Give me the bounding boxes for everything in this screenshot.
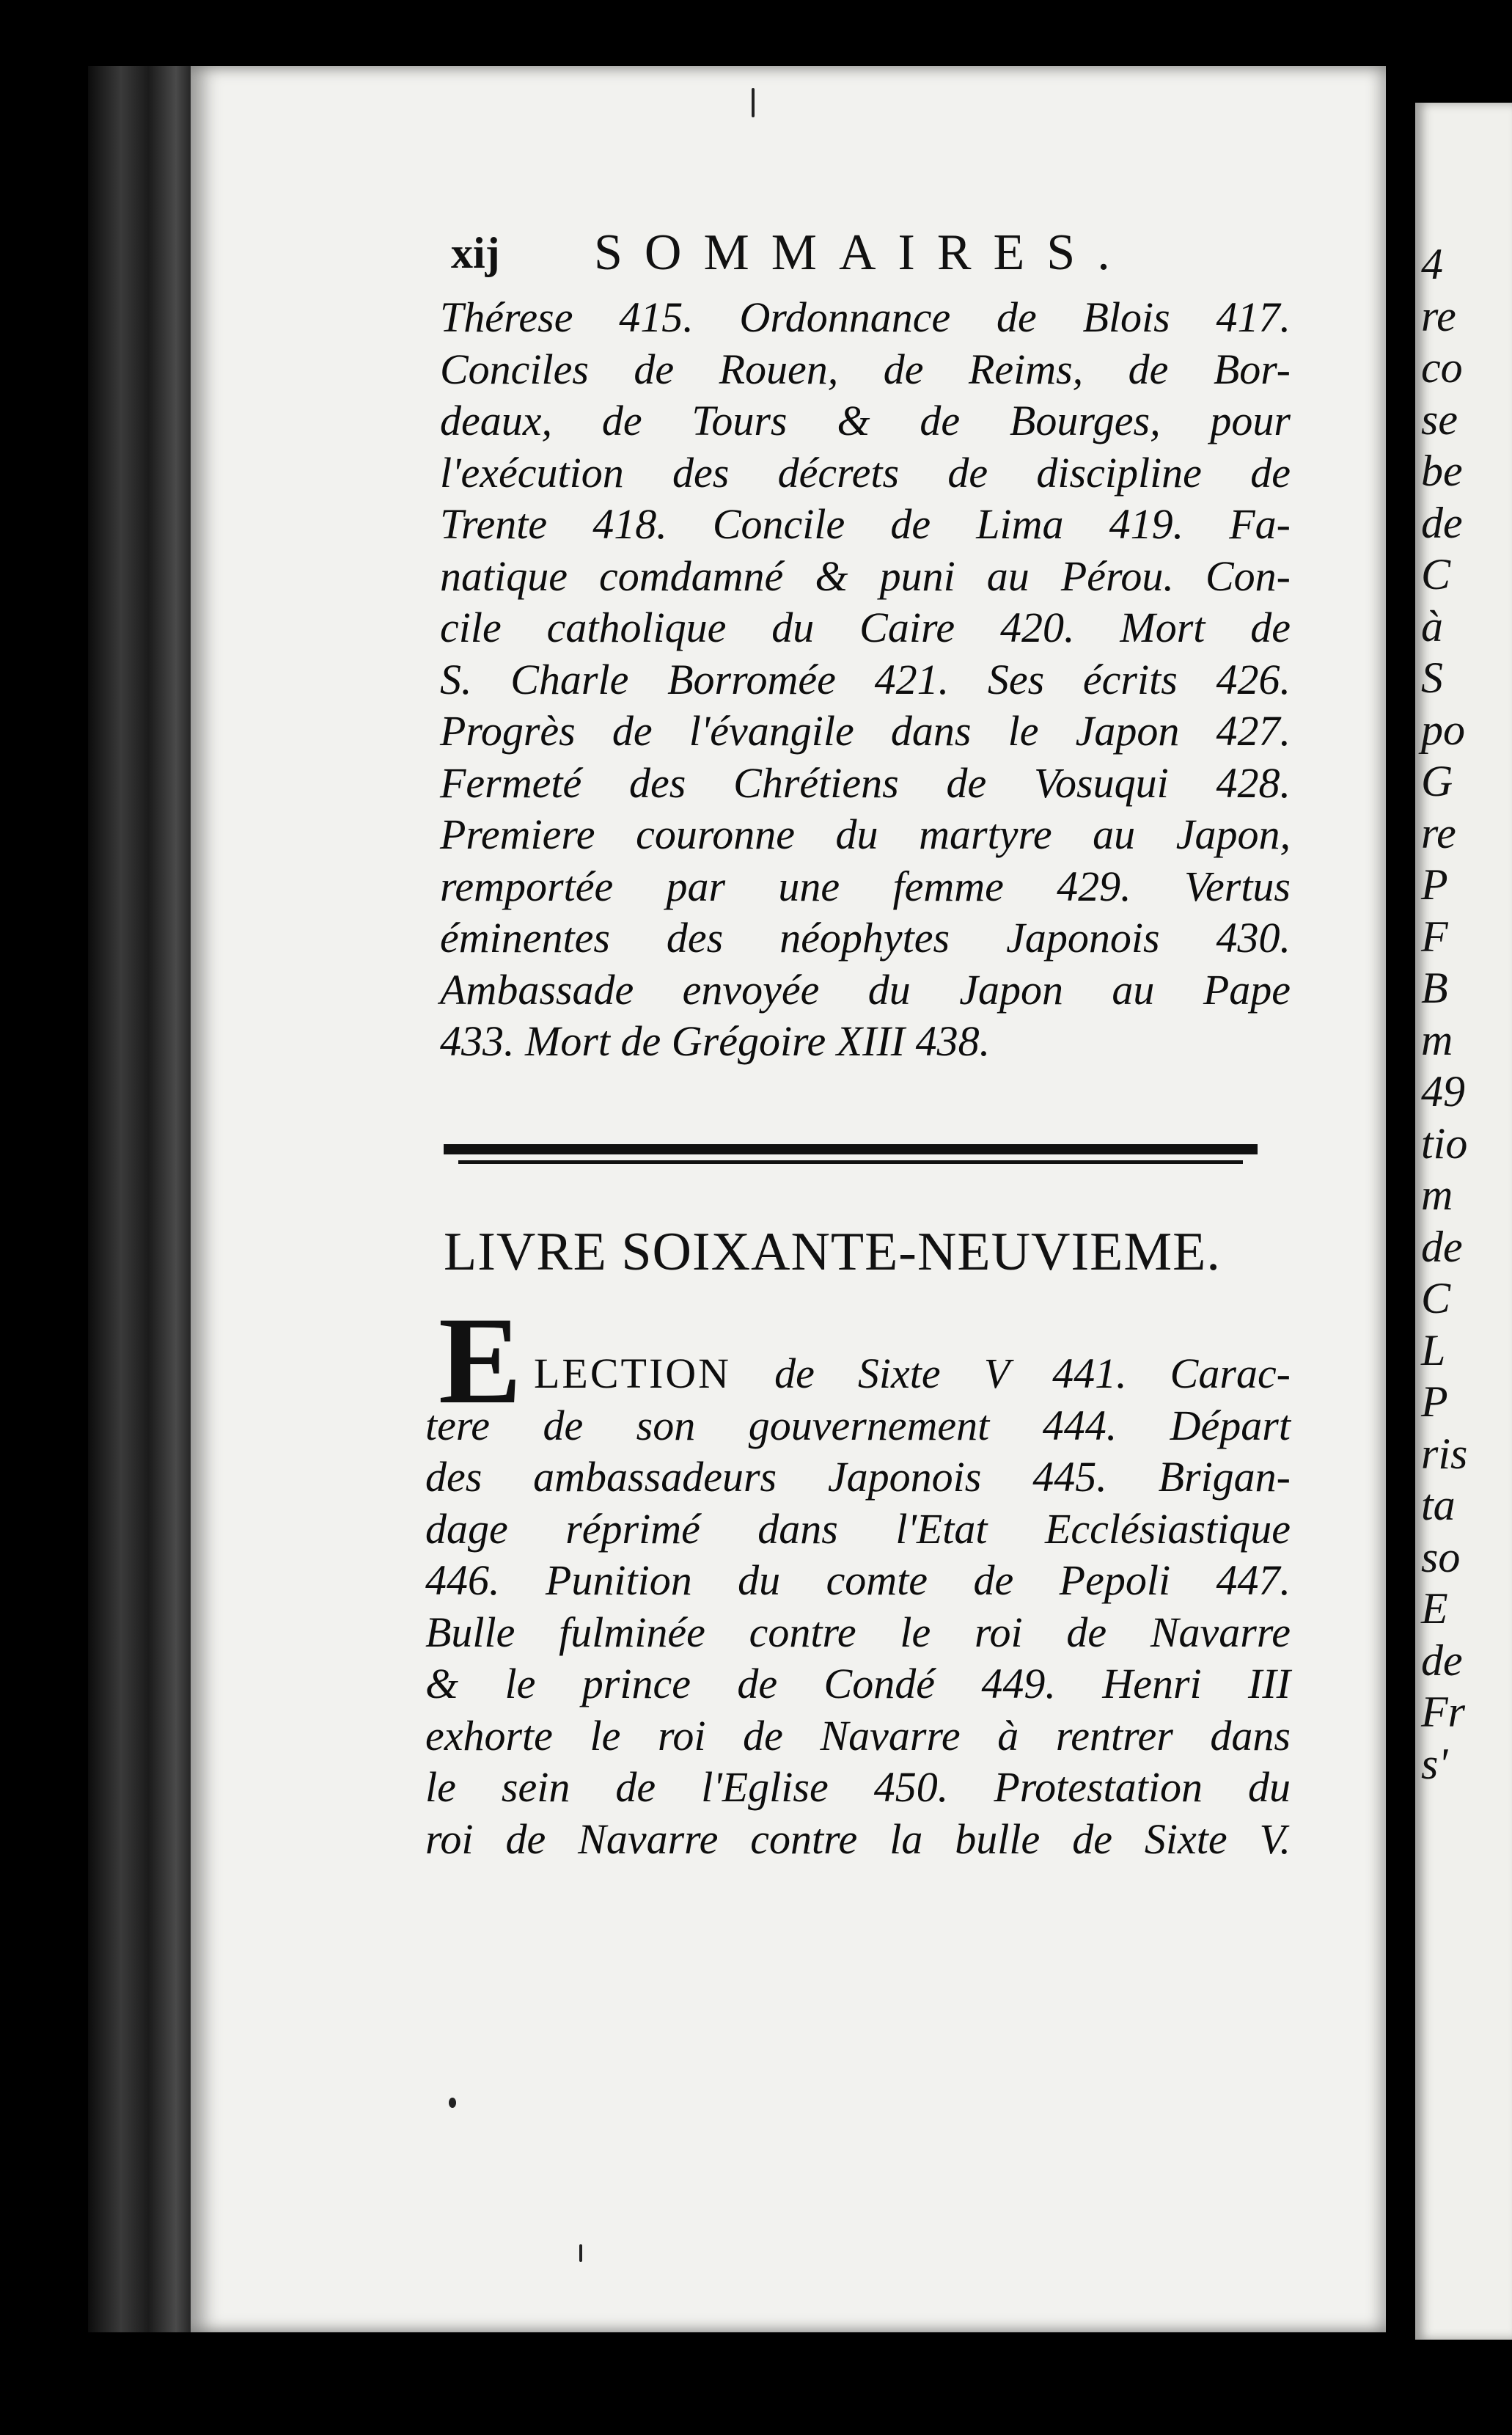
book-heading: LIVRE SOIXANTE-NEUVIEME. <box>444 1222 1221 1282</box>
adjacent-page-fragment: tio <box>1421 1118 1468 1168</box>
adjacent-page-fragment: F <box>1421 912 1448 961</box>
ink-speck <box>579 2244 582 2262</box>
section-divider-rule <box>444 1144 1258 1168</box>
adjacent-page-fragment: re <box>1421 808 1456 857</box>
text-line: Progrès de l'évangile dans le Japon 427. <box>440 707 1291 755</box>
ink-speck <box>449 2098 456 2108</box>
text-line: natique comdamné & puni au Pérou. Con- <box>440 552 1291 600</box>
adjacent-page-fragment: 49 <box>1421 1067 1465 1116</box>
text-line: remportée par une femme 429. Vertus <box>440 862 1291 910</box>
adjacent-page-fragment: be <box>1421 447 1463 495</box>
adjacent-page-fragment: P <box>1421 1377 1448 1426</box>
adjacent-page-fragment: 4 <box>1421 240 1443 288</box>
adjacent-page-fragment: s' <box>1421 1739 1448 1788</box>
adjacent-page-fragment: B <box>1421 964 1448 1012</box>
text-line: Fermeté des Chrétiens de Vosuqui 428. <box>440 758 1291 807</box>
adjacent-page-fragment: se <box>1421 395 1458 444</box>
text-line: tere de son gouvernement 444. Départ <box>425 1401 1291 1449</box>
adjacent-page-fragment: po <box>1421 705 1465 754</box>
adjacent-page-fragment: Fr <box>1421 1688 1465 1736</box>
text-line: le sein de l'Eglise 450. Protestation du <box>425 1763 1291 1811</box>
text-line: dage réprimé dans l'Etat Ecclésiastique <box>425 1504 1291 1553</box>
text-line: 433. Mort de Grégoire XIII 438. <box>440 1017 991 1065</box>
adjacent-page-fragment: m <box>1421 1015 1453 1064</box>
first-line-text: de Sixte V 441. Carac- <box>731 1350 1291 1397</box>
book-summary-paragraph <box>425 1348 1291 1865</box>
divider-thick-line <box>444 1144 1258 1154</box>
text-line: exhorte le roi de Navarre à rentrer dans <box>425 1711 1291 1760</box>
adjacent-page-fragment: ris <box>1421 1429 1468 1478</box>
text-line: l'exécution des décrets de discipline de <box>440 448 1291 497</box>
adjacent-page-fragment: ta <box>1421 1481 1456 1529</box>
adjacent-page-fragment: S <box>1421 653 1443 702</box>
adjacent-page-fragment: G <box>1421 757 1453 805</box>
page-number: xij <box>451 229 500 277</box>
text-line: éminentes des néophytes Japonois 430. <box>440 914 1291 962</box>
book-binding-edge <box>88 66 198 2332</box>
drop-cap: E <box>438 1292 522 1429</box>
text-line: S. Charle Borromée 421. Ses écrits 426. <box>440 655 1291 703</box>
adjacent-page-fragment: à <box>1421 601 1443 651</box>
adjacent-page-fragment: C <box>1421 550 1451 598</box>
adjacent-page-fragment: C <box>1421 1274 1451 1322</box>
adjacent-page-fragment: de <box>1421 1222 1463 1271</box>
adjacent-page-fragment: so <box>1421 1532 1461 1581</box>
text-line: Thérese 415. Ordonnance de Blois 417. <box>440 293 1291 341</box>
text-line: Ambassade envoyée du Japon au Pape <box>440 965 1291 1014</box>
adjacent-page-fragment: m <box>1421 1171 1453 1219</box>
text-line: deaux, de Tours & de Bourges, pour <box>440 397 1291 444</box>
text-line-first <box>425 1348 1291 1400</box>
running-title: SOMMAIRES. <box>594 224 1132 281</box>
text-line: des ambassadeurs Japonois 445. Brigan- <box>425 1453 1291 1501</box>
adjacent-page-fragment: co <box>1421 343 1463 392</box>
text-line: Bulle fulminée contre le roi de Navarre <box>425 1608 1291 1656</box>
text-line: 446. Punition du comte de Pepoli 447. <box>425 1556 1291 1604</box>
adjacent-page-fragment: de <box>1421 1636 1463 1685</box>
ink-speck <box>752 88 755 117</box>
adjacent-page-fragment: P <box>1421 860 1448 909</box>
first-word-smallcaps: LECTION <box>534 1350 732 1397</box>
adjacent-page-fragment: E <box>1421 1584 1448 1633</box>
text-line: roi de Navarre contre la bulle de Sixte V. <box>425 1815 1291 1863</box>
divider-thin-line <box>458 1160 1243 1164</box>
adjacent-page-fragment: L <box>1421 1325 1446 1374</box>
text-line: Premiere couronne du martyre au Japon, <box>440 810 1291 858</box>
text-line: Trente 418. Concile de Lima 419. Fa- <box>440 500 1291 548</box>
adjacent-page <box>1415 103 1512 2340</box>
summary-paragraph <box>440 292 1291 1068</box>
text-line: Conciles de Rouen, de Reims, de Bor- <box>440 345 1291 393</box>
text-line: & le prince de Condé 449. Henri III <box>425 1660 1291 1707</box>
adjacent-page-fragment: re <box>1421 291 1456 340</box>
text-line: cile catholique du Caire 420. Mort de <box>440 604 1291 651</box>
adjacent-page-fragment: de <box>1421 498 1463 547</box>
running-header <box>451 224 1206 290</box>
